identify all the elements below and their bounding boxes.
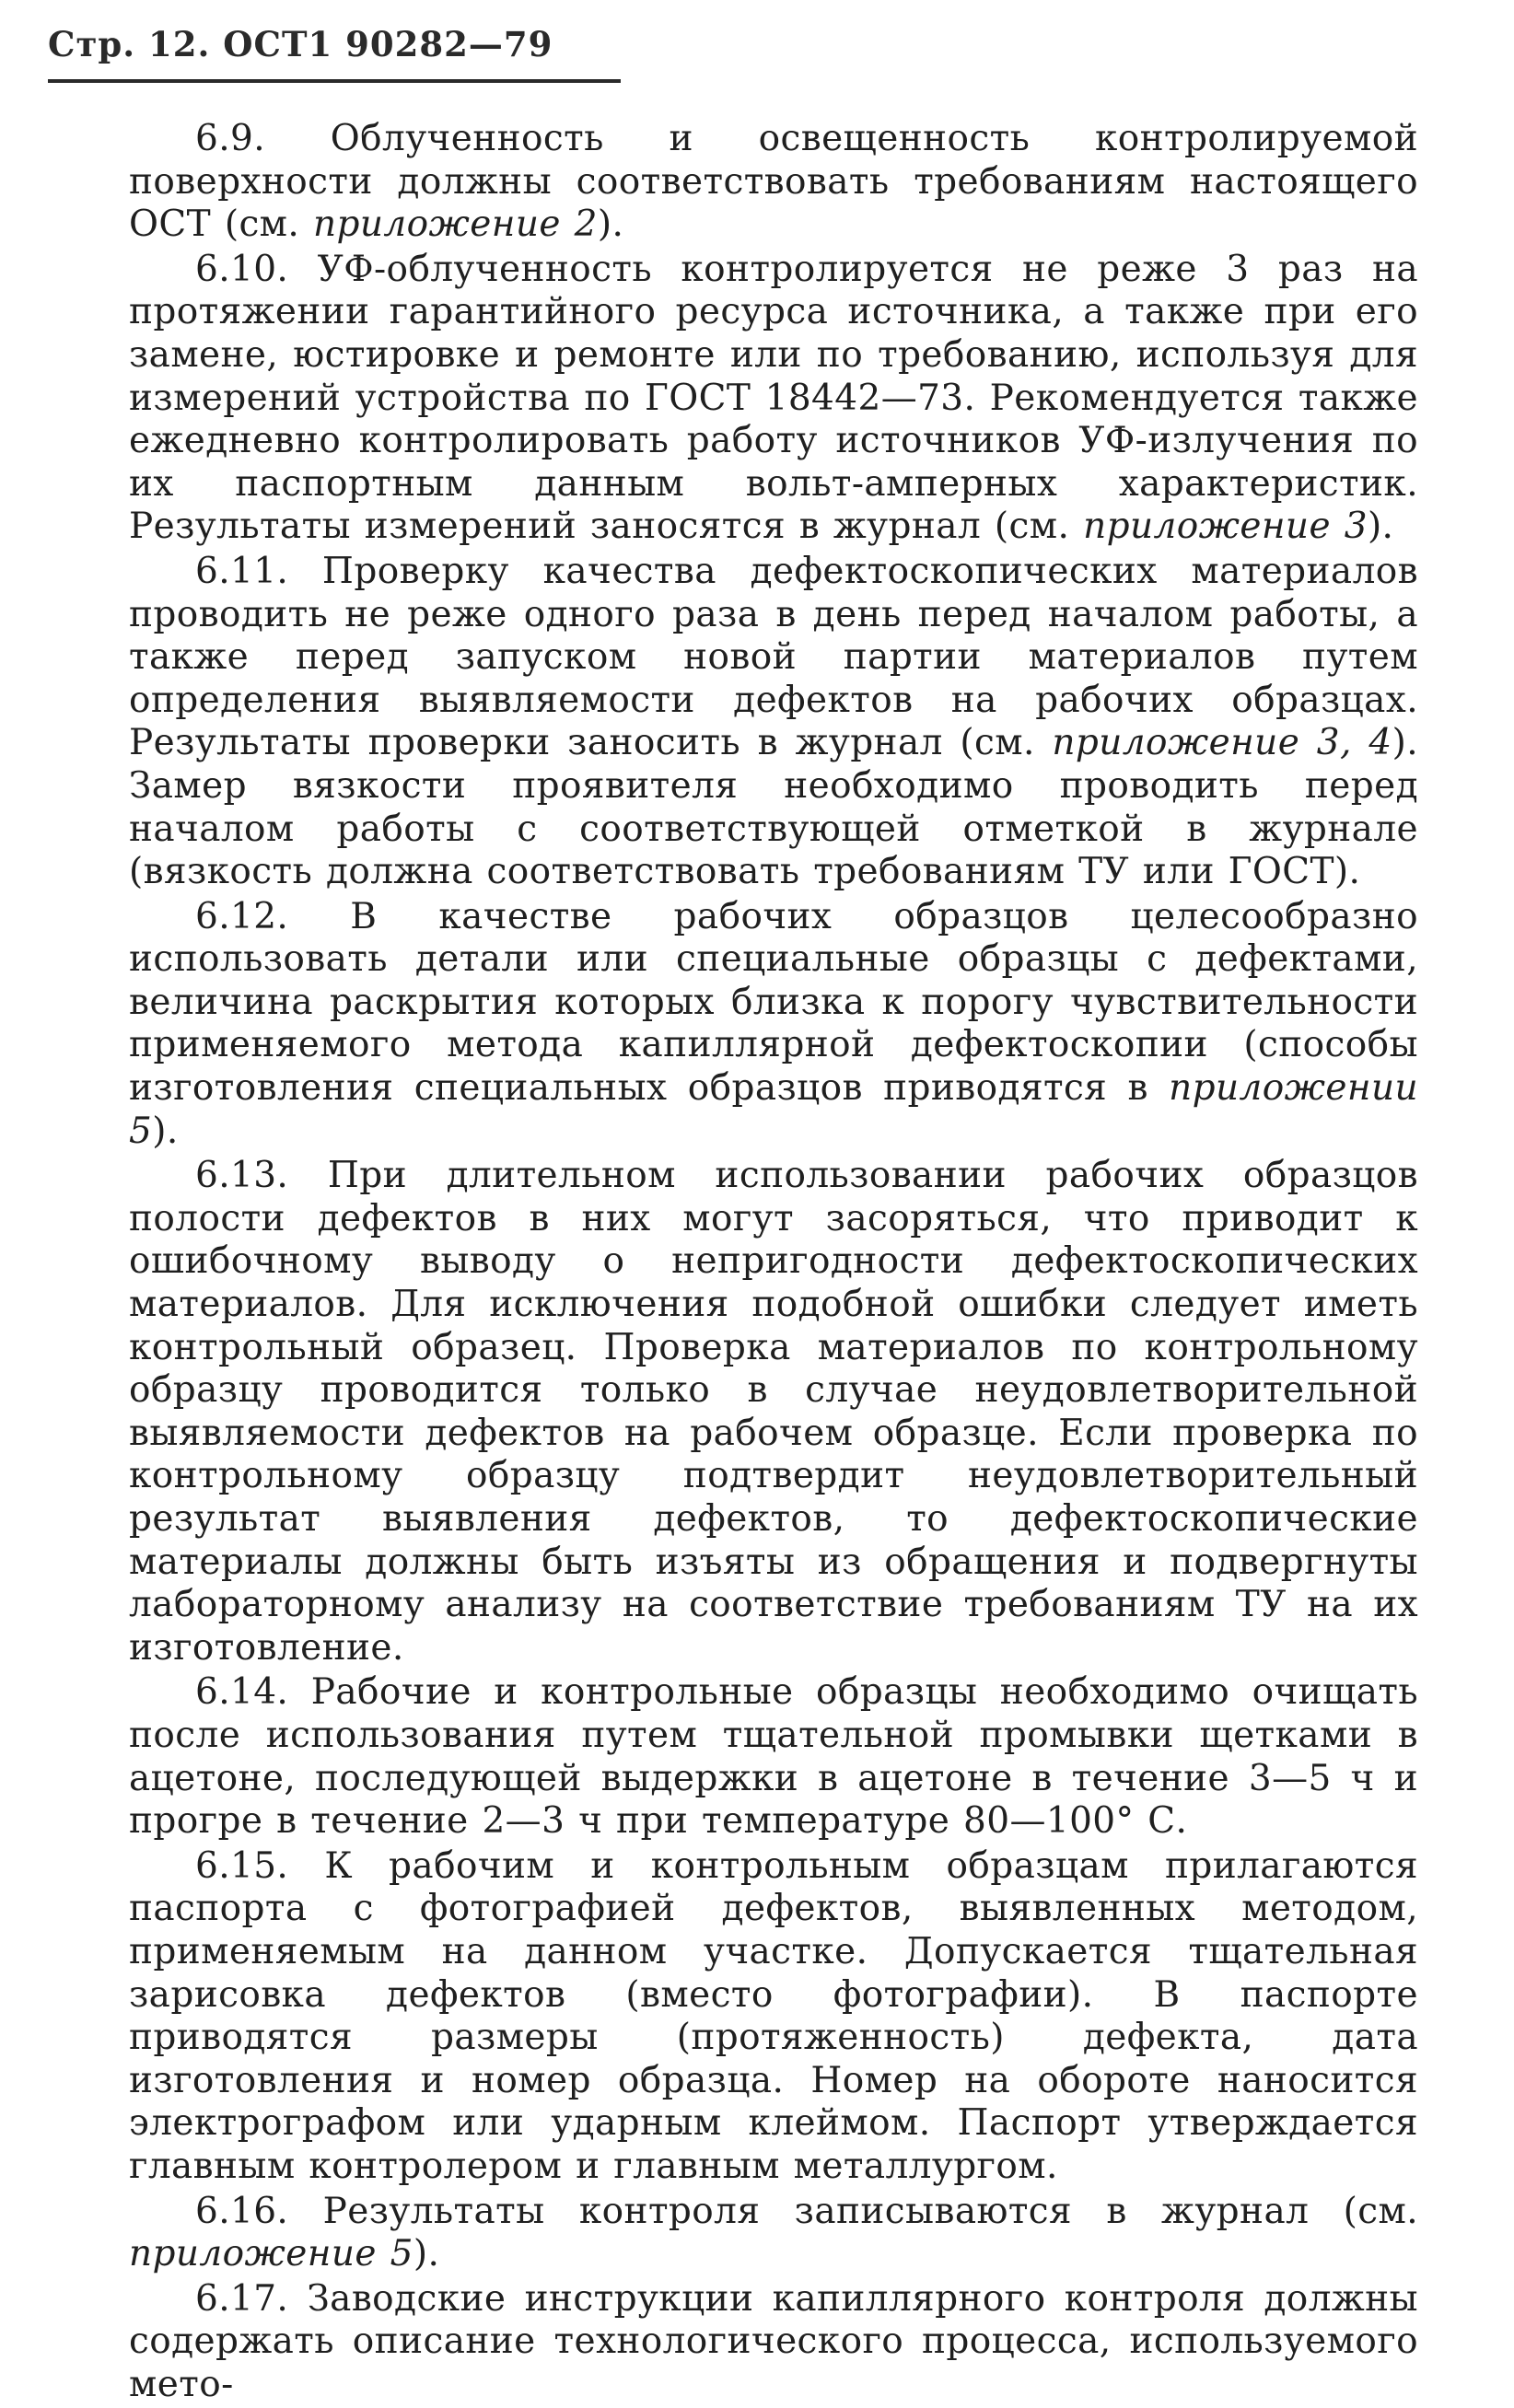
paragraph-text: Рабочие и контрольные образцы необходимо очищать после использования путем тщательной промывки щетками в ацетоне, последующей выдержки в ацетоне в течение 3—5 ч и прогре в течение 2—3 ч при температуре 80—100° С. — [129, 1671, 1418, 1843]
paragraph-number: 6.14. — [195, 1671, 289, 1714]
appendix-reference: приложение 3, 4 — [1052, 722, 1392, 764]
paragraph-6-17 — [129, 2278, 1418, 2407]
paragraph-6-10 — [129, 249, 1418, 549]
paragraph-tail: ). — [1367, 506, 1394, 548]
paragraph-number: 6.13. — [195, 1155, 289, 1197]
paragraph-text: В качестве рабочих образцов целесообразно использовать детали или специальные образцы с дефектами, величина раскрытия которых близка к порогу чувствительности применяемого метода капиллярной дефектоскопии (способы изготовления специальных образцов приводятся в — [129, 895, 1418, 1110]
paragraph-text: При длительном использовании рабочих образцов полости дефектов в них могут засоряться, что приводит к ошибочному выводу о непригодности дефектоскопических материалов. Для исключения подобной ошибки следует иметь контрольный образец. Проверка материалов по контрольному образцу проводится только в случае неудовлетворительной выявляемости дефектов на рабочем образце. Если проверка по контрольному образцу подтвердит неудовлетворительный результат выявления дефектов, то дефектоскопические материалы должны быть изъяты из обращения и подвергнуты лабораторному анализу на соответствие требованиям ТУ на их изготовление. — [129, 1155, 1418, 1669]
paragraph-number: 6.11. — [195, 550, 289, 592]
header-rule — [48, 79, 621, 83]
appendix-reference: приложение 5 — [129, 2233, 413, 2275]
paragraph-tail: ). — [413, 2233, 440, 2275]
paragraph-6-13 — [129, 1155, 1418, 1669]
paragraph-6-12 — [129, 896, 1418, 1154]
paragraph-tail: ). — [152, 1110, 179, 1152]
paragraph-number: 6.9. — [195, 118, 266, 159]
paragraph-6-11 — [129, 551, 1418, 894]
paragraph-6-14 — [129, 1671, 1418, 1843]
paragraph-tail: ). — [597, 204, 624, 246]
appendix-reference: приложение 3 — [1083, 506, 1368, 548]
paragraph-text: Проверку качества дефектоскопических материалов проводить не реже одного раза в день перед началом работы, а также перед запуском новой партии материалов путем определения выявляемости дефектов на рабочих образцах. Результаты проверки заносить в журнал (см. — [129, 550, 1418, 764]
paragraph-number: 6.17. — [195, 2277, 289, 2320]
paragraph-text: Облученность и освещенность контролируемой поверхности должны соответствовать требованиям настоящего ОСТ (см. — [129, 118, 1418, 246]
paragraph-6-16 — [129, 2191, 1418, 2276]
paragraph-number: 6.15. — [195, 1844, 289, 1887]
paragraph-number: 6.10. — [195, 248, 289, 290]
paragraph-text: Результаты контроля записываются в журнал (см. — [322, 2190, 1418, 2232]
document-body — [129, 118, 1418, 2408]
paragraph-text: Заводские инструкции капиллярного контроля должны содержать описание технологического процесса, используемого мето- — [129, 2277, 1418, 2405]
paragraph-number: 6.12. — [195, 895, 289, 937]
paragraph-text: УФ-облученность контролируется не реже 3 раз на протяжении гарантийного ресурса источника, а также при его замене, юстировке и ремонте или по требованию, используя для измерений устройства по ГОСТ 18442—73. Рекомендуется также ежедневно контролировать работу источников УФ-излучения по их паспортным данным вольт-амперных характеристик. Результаты измерений заносятся в журнал (см. — [129, 248, 1418, 548]
paragraph-text: К рабочим и контрольным образцам прилагаются паспорта с фотографией дефектов, выявленных методом, применяемым на данном участке. Допускается тщательная зарисовка дефектов (вместо фотографии). В паспорте приводятся размеры (протяженность) дефекта, дата изготовления и номер образца. Номер на обороте наносится электрографом или ударным клеймом. Паспорт утверждается главным контролером и главным металлургом. — [129, 1844, 1418, 2187]
appendix-reference: приложении 5 — [129, 1067, 1418, 1152]
page-header: Стр. 12. ОСТ1 90282—79 — [48, 24, 553, 64]
paragraph-tail: ). Замер вязкости проявителя необходимо проводить перед началом работы с соответствующей отметкой в журнале (вязкость должна соответствовать требованиям ТУ или ГОСТ). — [129, 722, 1418, 893]
paragraph-6-15 — [129, 1845, 1418, 2189]
paragraph-6-9 — [129, 118, 1418, 247]
paragraph-number: 6.16. — [195, 2190, 289, 2232]
appendix-reference: приложение 2 — [313, 204, 598, 246]
